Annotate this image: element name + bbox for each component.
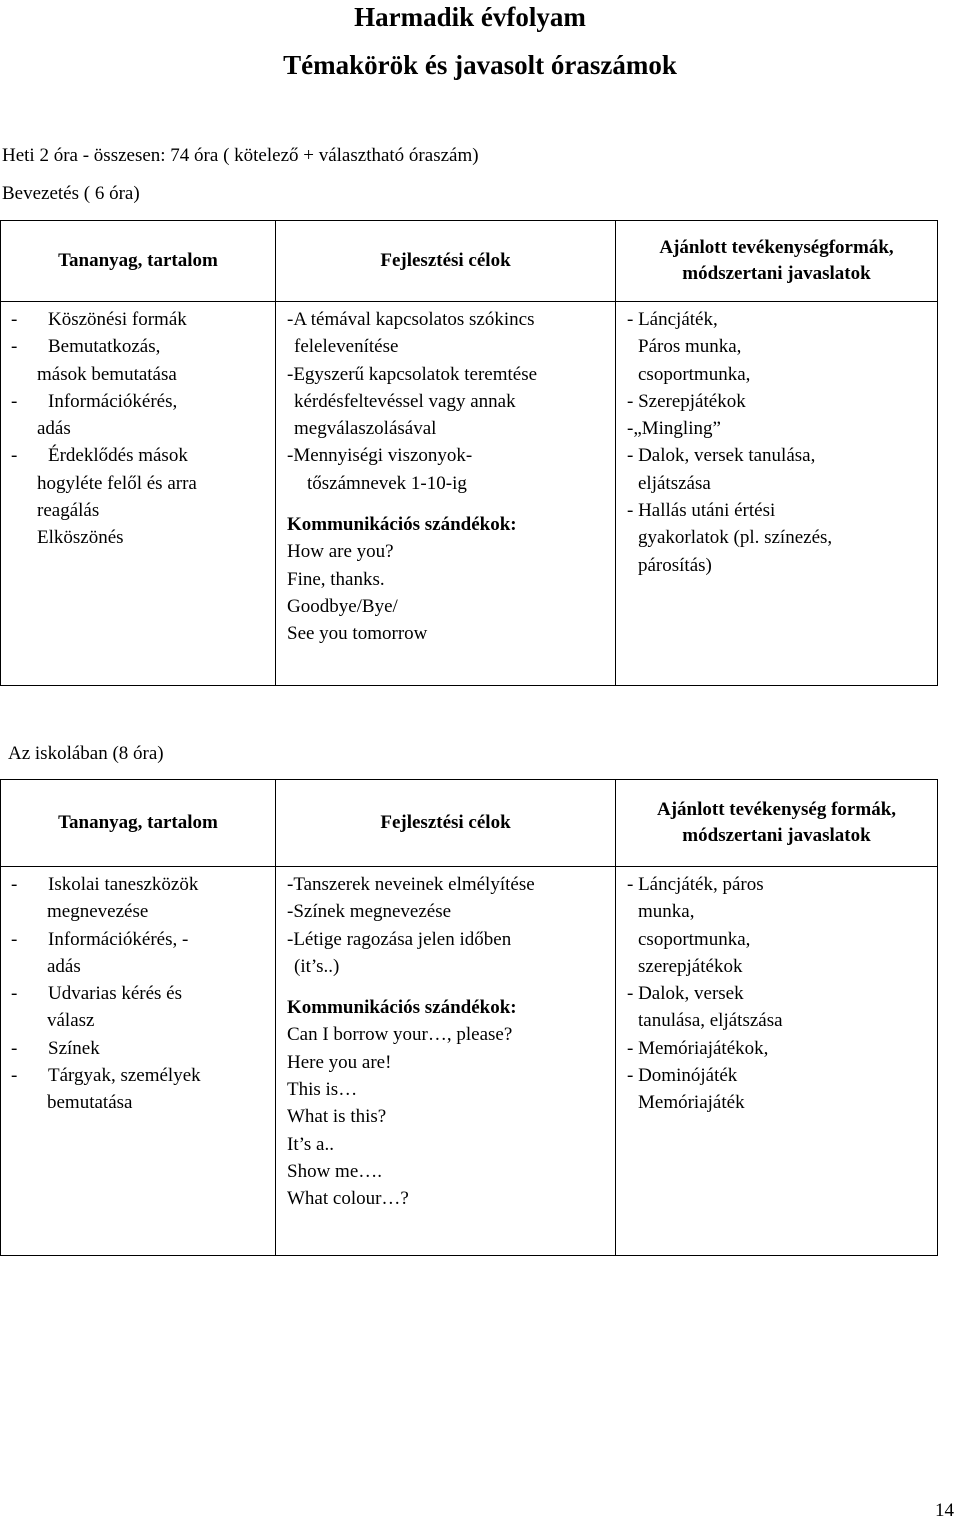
list-item: megnevezése bbox=[47, 901, 149, 923]
activity-line: munka, bbox=[638, 901, 695, 923]
list-item: - Információkérés, - bbox=[11, 928, 189, 950]
activity-line: - Láncjáték, páros bbox=[627, 874, 764, 895]
header-content: Tananyag, tartalom bbox=[1, 780, 276, 867]
page-title: Harmadik évfolyam bbox=[354, 2, 586, 32]
content-cell bbox=[1, 867, 276, 1256]
activity-line: csoportmunka, bbox=[638, 363, 751, 385]
communication-heading: Kommunikációs szándékok: bbox=[287, 997, 517, 1019]
goals-cell bbox=[276, 302, 616, 686]
goal-line: -Egyszerű kapcsolatok teremtése bbox=[287, 363, 538, 385]
activity-line: Memóriajáték bbox=[638, 1092, 745, 1114]
phrase-line: How are you? bbox=[287, 541, 394, 563]
phrase-line: See you tomorrow bbox=[287, 623, 428, 645]
list-item: - Színek bbox=[11, 1037, 100, 1059]
header-content: Tananyag, tartalom bbox=[1, 221, 276, 302]
list-item: bemutatása bbox=[47, 1092, 133, 1114]
header-activities bbox=[616, 221, 938, 302]
table-header-row bbox=[1, 780, 938, 867]
header-activities-line2: módszertani javaslatok bbox=[682, 825, 871, 846]
header-activities bbox=[616, 780, 938, 867]
list-item: válasz bbox=[47, 1010, 95, 1032]
activity-line: - Szerepjátékok bbox=[627, 390, 746, 412]
phrase-line: Show me…. bbox=[287, 1160, 382, 1182]
goal-line: kérdésfeltevéssel vagy annak bbox=[294, 390, 516, 412]
list-item: - Információkérés, bbox=[11, 390, 178, 412]
section1-table bbox=[0, 220, 938, 686]
activity-line: Páros munka, bbox=[638, 336, 742, 358]
list-item: adás bbox=[37, 418, 71, 440]
goal-line: -Tanszerek neveinek elmélyítése bbox=[287, 874, 535, 895]
table-row bbox=[1, 302, 938, 686]
list-item: mások bemutatása bbox=[37, 363, 177, 385]
activity-line: tanulása, eljátszása bbox=[638, 1010, 783, 1032]
activity-line: szerepjátékok bbox=[638, 955, 743, 977]
activity-line: gyakorlatok (pl. színezés, bbox=[638, 527, 833, 549]
section2-heading: Az iskolában (8 óra) bbox=[8, 743, 164, 764]
goal-line: -Színek megnevezése bbox=[287, 901, 452, 923]
goal-line: megválaszolásával bbox=[294, 418, 437, 440]
goal-line: -A témával kapcsolatos szókincs bbox=[287, 309, 535, 330]
table-row bbox=[1, 867, 938, 1256]
list-item: reagálás bbox=[37, 500, 100, 522]
activity-line: -„Mingling” bbox=[627, 418, 721, 440]
section2-table bbox=[0, 779, 938, 1256]
page-number: 14 bbox=[935, 1500, 954, 1521]
communication-heading: Kommunikációs szándékok: bbox=[287, 514, 517, 536]
goal-line: -Létige ragozása jelen időben bbox=[287, 928, 512, 950]
section1-heading: Bevezetés ( 6 óra) bbox=[2, 183, 140, 204]
list-item: adás bbox=[47, 955, 81, 977]
list-item: - Bemutatkozás, bbox=[11, 336, 161, 358]
header-goals: Fejlesztési célok bbox=[276, 221, 616, 302]
header-activities-line1: Ajánlott tevékenységformák, bbox=[659, 237, 894, 258]
activity-line: - Dalok, versek bbox=[627, 983, 744, 1005]
phrase-line: What colour…? bbox=[287, 1188, 409, 1210]
phrase-line: Can I borrow your…, please? bbox=[287, 1024, 513, 1046]
goal-line: -Mennyiségi viszonyok- bbox=[287, 445, 473, 467]
phrase-line: Fine, thanks. bbox=[287, 568, 385, 590]
activities-cell bbox=[616, 302, 938, 686]
activity-line: - Dalok, versek tanulása, bbox=[627, 445, 816, 467]
phrase-line: Here you are! bbox=[287, 1051, 392, 1073]
header-activities-line2: módszertani javaslatok bbox=[682, 263, 871, 284]
activity-line: - Dominójáték bbox=[627, 1065, 738, 1087]
goal-line: tőszámnevek 1-10-ig bbox=[307, 472, 467, 494]
phrase-line: Goodbye/Bye/ bbox=[287, 595, 398, 617]
activity-line: - Láncjáték, bbox=[627, 309, 718, 330]
activity-line: eljátszása bbox=[638, 472, 711, 494]
list-item: - Udvarias kérés és bbox=[11, 983, 183, 1005]
header-goals: Fejlesztési célok bbox=[276, 780, 616, 867]
list-item: - Iskolai taneszközök bbox=[11, 874, 199, 895]
goal-line: (it’s..) bbox=[294, 955, 340, 977]
list-item: - Tárgyak, személyek bbox=[11, 1065, 201, 1087]
phrase-line: What is this? bbox=[287, 1106, 387, 1128]
page-subtitle: Témakörök és javasolt óraszámok bbox=[283, 50, 677, 80]
list-item: Elköszönés bbox=[37, 527, 124, 549]
table-header-row bbox=[1, 221, 938, 302]
goal-line: felelevenítése bbox=[294, 336, 399, 358]
header-activities-line1: Ajánlott tevékenység formák, bbox=[656, 799, 897, 820]
phrase-line: This is… bbox=[287, 1079, 358, 1101]
content-cell bbox=[1, 302, 276, 686]
goals-cell bbox=[276, 867, 616, 1256]
activity-line: párosítás) bbox=[638, 554, 712, 576]
activity-line: - Hallás utáni értési bbox=[627, 500, 776, 522]
list-item: - Köszönési formák bbox=[11, 309, 187, 330]
activities-cell bbox=[616, 867, 938, 1256]
list-item: - Érdeklődés mások bbox=[11, 445, 188, 467]
activity-line: csoportmunka, bbox=[638, 928, 751, 950]
activity-line: - Memóriajátékok, bbox=[627, 1037, 769, 1059]
list-item: hogyléte felől és arra bbox=[37, 472, 197, 494]
phrase-line: It’s a.. bbox=[287, 1133, 334, 1155]
hours-line: Heti 2 óra - összesen: 74 óra ( kötelező + választható óraszám) bbox=[2, 145, 479, 166]
